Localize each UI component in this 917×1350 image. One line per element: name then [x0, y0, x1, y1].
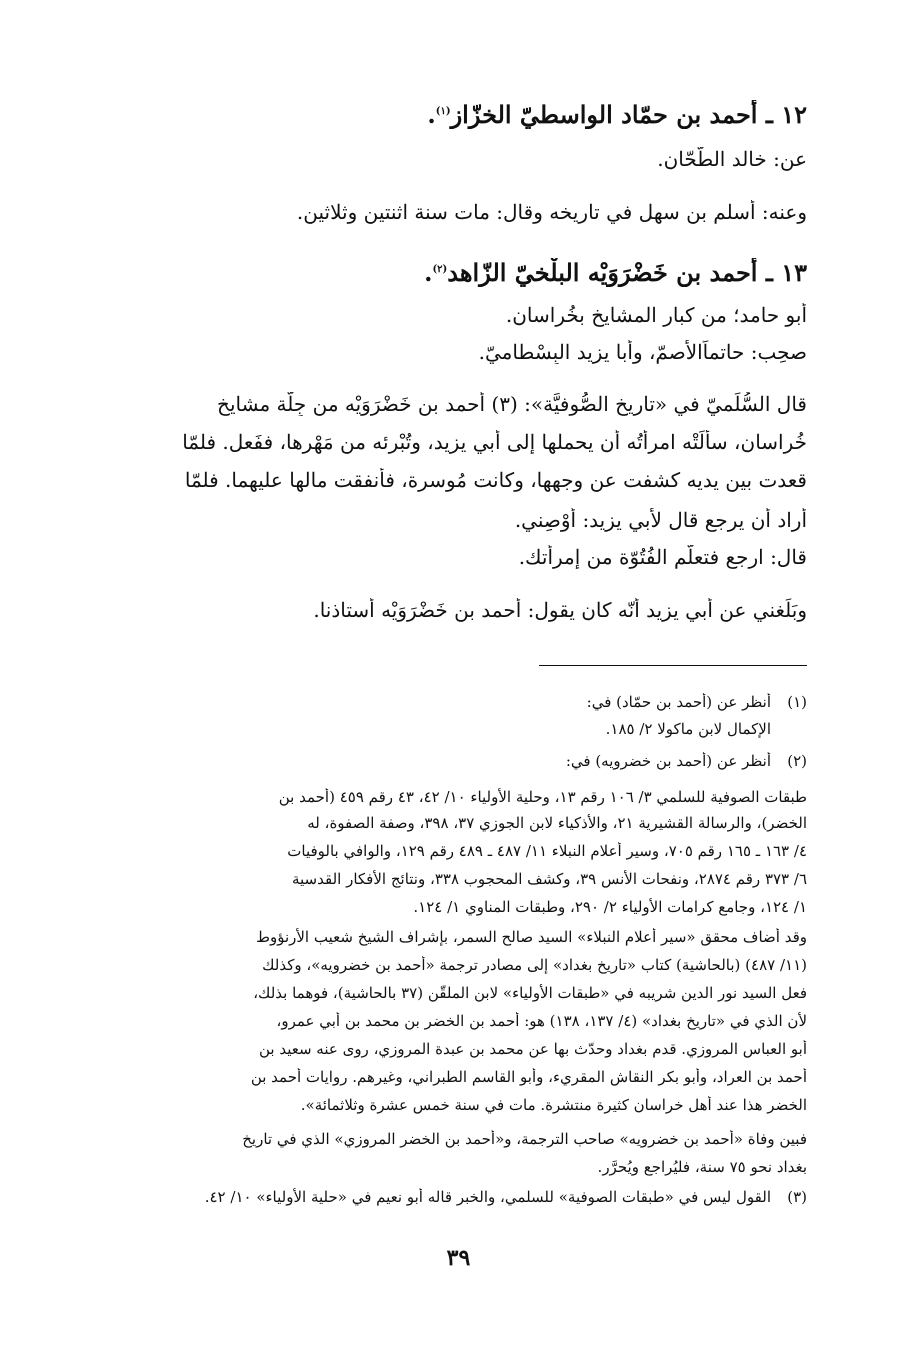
entry-13-line: أبو حامد؛ من كبار المشايخ بخُراسان.	[505, 303, 807, 327]
entry-13-line: قال: ارجع فتعلّم الفُتُوّة من إمرأتك.	[518, 545, 807, 569]
footnote-line: الإكمال لابن ماكولا ٢/ ١٨٥.	[605, 720, 771, 738]
footnote-line: ٤/ ١٦٣ ـ ١٦٥ رقم ٧٠٥، وسير أعلام النبلاء ١١/ ٤٨٧ ـ ٤٨٩ رقم ١٢٩، والوافي بالوفيات	[287, 842, 807, 860]
entry-13-line: وبَلَغني عن أبي يزيد أنّه كان يقول: أحمد بن خَضْرَوَيْه أستاذنا.	[313, 598, 807, 622]
footnote-separator	[539, 665, 807, 666]
footnote-number: (٣)	[787, 1188, 807, 1206]
footnote-line: لأن الذي في «تاريخ بغداد» (٤/ ١٣٧، ١٣٨) هو: أحمد بن الخضر بن محمد بن أبي عمرو،	[276, 1012, 807, 1030]
footnote-ref-2: (٢)	[432, 264, 448, 275]
entry-13-line: خُراسان، سألَتْه امرأتُه أن يحملها إلى أبي يزيد، وتُبْرئه من مَهْرها، ففَعل. فلمّا	[182, 430, 807, 454]
footnote-line: ٦/ ٣٧٣ رقم ٢٨٧٤، ونفحات الأنس ٣٩، وكشف المحجوب ٣٣٨، ونتائج الأفكار القدسية	[291, 870, 807, 888]
entry-13-line: صحِب: حاتماًالأصمّ، وأبا يزيد البِسْطاميّ.	[478, 340, 807, 364]
footnote-1: (١)أنظر عن (أحمد بن حمّاد) في:	[586, 693, 807, 711]
page-number: ٣٩	[446, 1245, 471, 1271]
footnote-line: بغداد نحو ٧٥ سنة، فليُراجع ويُحرَّر.	[597, 1158, 807, 1176]
footnote-line: فعل السيد نور الدين شريبه في «طبقات الأولياء» لابن الملقّن (٣٧ بالحاشية)، فوهما بذلك،	[253, 984, 807, 1002]
footnote-line: طبقات الصوفية للسلمي ٣/ ١٠٦ رقم ١٣، وحلية الأولياء ١٠/ ٤٢، ٤٣ رقم ٤٥٩ (أحمد بن	[278, 788, 807, 806]
footnote-line: أبو العباس المروزي. قدم بغداد وحدّث بها عن محمد بن عبدة المروزي، روى عنه سعيد بن	[258, 1040, 807, 1058]
entry-13-line: قال السُّلَميّ في «تاريخ الصُّوفيَّة»: (٣) أحمد بن خَضْرَوَيْه من جِلّة مشايخ	[217, 392, 807, 416]
entry-12-line: عن: خالد الطّحّان.	[657, 147, 807, 171]
footnote-line: فبين وفاة «أحمد بن خضرويه» صاحب الترجمة، و«أحمد بن الخضر المروزي» الذي في تاريخ	[242, 1130, 807, 1148]
footnote-2: (٢)أنظر عن (أحمد بن خضرويه) في:	[565, 752, 807, 770]
footnote-line: أحمد بن العراد، وأبو بكر النقاش المقريء، وأبو القاسم الطبراني، وغيرهم. روايات أحمد بن	[250, 1068, 807, 1086]
footnote-line: الخضر)، والرسالة القشيرية ٢١، والأذكياء لابن الجوزي ٣٧، ٣٩٨، وصفة الصفوة، له	[307, 814, 807, 832]
footnote-line: (١١/ ٤٨٧) (بالحاشية) كتاب «تاريخ بغداد» إلى مصادر ترجمة «أحمد بن خضرويه»، وكذلك	[262, 956, 807, 974]
footnote-line: ١/ ١٢٤، وجامع كرامات الأولياء ٢/ ٢٩٠، وطبقات المناوي ١/ ١٢٤.	[413, 898, 807, 916]
footnote-ref-1: (١)	[435, 106, 451, 117]
entry-12-title: ١٢ ـ أحمد بن حمّاد الواسطيّ الخزّاز$^{(١)}$.	[427, 100, 807, 129]
footnote-line: وقد أضاف محقق «سير أعلام النبلاء» السيد صالح السمر، بإشراف الشيخ شعيب الأرنؤوط	[256, 928, 807, 946]
entry-13-title: ١٣ ـ أحمد بن خَضْرَوَيْه البلْخيّ الزّاهد$^{(٢)}$.	[424, 258, 807, 287]
entry-13-line: أراد أن يرجع قال لأبي يزيد: أَوْصِني.	[514, 508, 807, 532]
footnote-line: الخضر هذا عند أهل خراسان كثيرة منتشرة. مات في سنة خمس عشرة وثلاثمائة».	[300, 1096, 807, 1114]
entry-13-line: قعدت بين يديه كشفت عن وجهها، وكانت مُوسرة، فأنفقت مالها عليهما. فلمّا	[184, 468, 807, 492]
footnote-3: (٣)القول ليس في «طبقات الصوفية» للسلمي، والخبر قاله أبو نعيم في «حلية الأولياء» ١٠/ ٤٢.	[204, 1188, 807, 1206]
footnote-number: (١)	[787, 693, 807, 711]
entry-12-line: وعنه: أسلم بن سهل في تاريخه وقال: مات سنة اثنتين وثلاثين.	[296, 200, 807, 224]
footnote-number: (٢)	[787, 752, 807, 770]
